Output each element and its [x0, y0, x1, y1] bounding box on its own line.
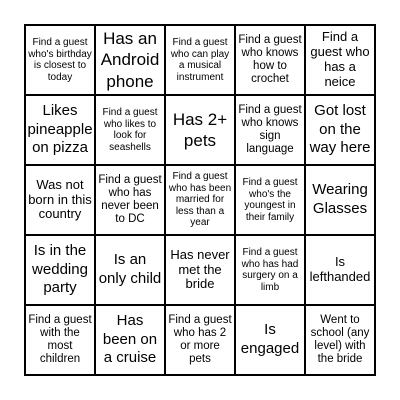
- bingo-cell-text: Find a guest who has been married for less than a year: [168, 171, 232, 229]
- bingo-cell-text: Is engaged: [240, 321, 300, 357]
- bingo-cell-r5c4[interactable]: [235, 305, 305, 375]
- bingo-cell-text: Is an only child: [98, 251, 162, 287]
- bingo-cell-text: Find a guest who has 2 or more pets: [168, 313, 232, 366]
- bingo-cell-r1c3[interactable]: [165, 25, 235, 95]
- bingo-cell-text: Find a guest who can play a musical instrument: [170, 37, 230, 83]
- bingo-cell-text: Find a guest who knows how to crochet: [238, 33, 302, 86]
- bingo-cell-r1c2[interactable]: [95, 25, 165, 95]
- bingo-cell-r5c3[interactable]: [165, 305, 235, 375]
- bingo-cell-r2c3[interactable]: [165, 95, 235, 165]
- bingo-cell-r4c4[interactable]: [235, 235, 305, 305]
- bingo-cell-text: Find a guest with the most children: [28, 313, 92, 366]
- bingo-cell-r1c1[interactable]: [25, 25, 95, 95]
- bingo-cell-text: Find a guest who knows sign language: [238, 103, 302, 156]
- bingo-cell-text: Has never met the bride: [170, 246, 230, 292]
- bingo-cell-r4c3[interactable]: [165, 235, 235, 305]
- bingo-cell-r4c5[interactable]: [305, 235, 375, 305]
- bingo-cell-text: Find a guest who's birthday is closest to today: [28, 37, 92, 83]
- bingo-cell-r2c1[interactable]: [25, 95, 95, 165]
- bingo-cell-r5c2[interactable]: [95, 305, 165, 375]
- bingo-cell-text: Likes pineapple on pizza: [27, 101, 93, 157]
- bingo-cell-r4c2[interactable]: [95, 235, 165, 305]
- bingo-cell-text: Wearing Glasses: [312, 181, 368, 217]
- bingo-cell-text: Find a guest who's the youngest in their family: [242, 177, 298, 223]
- bingo-cell-text: Find a guest who likes to look for seashells: [102, 107, 158, 153]
- bingo-cell-text: Has 2+ pets: [172, 109, 228, 150]
- bingo-cell-r3c2[interactable]: [95, 165, 165, 235]
- bingo-cell-r1c4[interactable]: [235, 25, 305, 95]
- bingo-cell-text: Has been on a cruise: [102, 311, 158, 367]
- bingo-cell-text: Is lefthanded: [309, 254, 371, 284]
- bingo-cell-text: Is in the wedding party: [32, 241, 88, 297]
- bingo-cell-r3c1[interactable]: [25, 165, 95, 235]
- bingo-cell-text: Find a guest who has never been to DC: [98, 173, 162, 226]
- bingo-cell-r4c1[interactable]: [25, 235, 95, 305]
- bingo-cell-r2c5[interactable]: [305, 95, 375, 165]
- bingo-cell-r5c5[interactable]: [305, 305, 375, 375]
- bingo-board: [24, 24, 376, 376]
- bingo-cell-text: Find a guest who has a neice: [310, 29, 370, 89]
- bingo-cell-text: Got lost on the way here: [309, 101, 371, 157]
- bingo-cell-r2c4[interactable]: [235, 95, 305, 165]
- bingo-cell-r1c5[interactable]: [305, 25, 375, 95]
- bingo-cell-text: Has an Android phone: [100, 29, 160, 91]
- bingo-cell-text: Was not born in this country: [28, 176, 92, 222]
- bingo-cell-text: Find a guest who has had surgery on a limb: [241, 247, 299, 293]
- bingo-cell-r3c4[interactable]: [235, 165, 305, 235]
- bingo-cell-text: Went to school (any level) with the bride: [310, 313, 370, 366]
- bingo-cell-r2c2[interactable]: [95, 95, 165, 165]
- bingo-cell-r3c5[interactable]: [305, 165, 375, 235]
- bingo-cell-r3c3[interactable]: [165, 165, 235, 235]
- bingo-cell-r5c1[interactable]: [25, 305, 95, 375]
